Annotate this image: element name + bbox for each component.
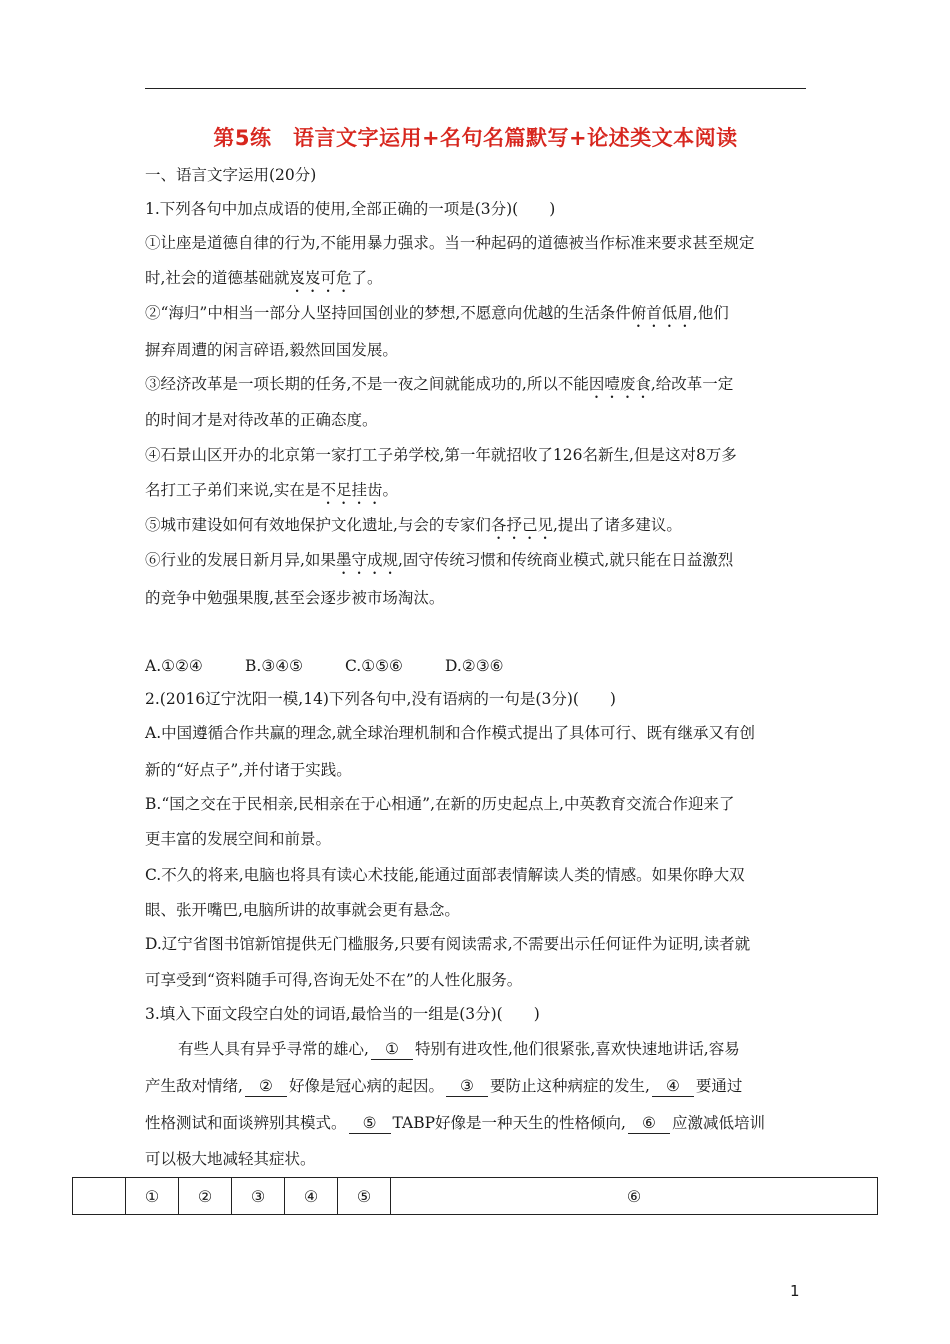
text: 好像是冠心病的起因。 — [288, 1077, 444, 1095]
text: 。 — [382, 481, 398, 499]
q1-sentence-2-line-1 — [145, 303, 729, 331]
page-number: 1 — [790, 1282, 800, 1300]
table-cell: ② — [179, 1178, 232, 1215]
q1-sentence-6-line-2: 的竞争中勉强果腹,甚至会逐步被市场淘汰。 — [145, 589, 445, 607]
q1-sentence-1-line-2 — [145, 268, 382, 296]
text: 时,社会的道德基础就 — [145, 269, 290, 287]
text: ⑥行业的发展日新月异,如果 — [145, 551, 336, 569]
section-heading: 一、语言文字运用(20分) — [145, 166, 317, 184]
question-2-stem: 2.(2016辽宁沈阳一模,14)下列各句中,没有语病的一句是(3分)( ) — [145, 690, 616, 708]
table-cell — [73, 1178, 126, 1215]
blank-1[interactable]: ① — [371, 1039, 413, 1060]
option-b[interactable]: B.③④⑤ — [245, 657, 304, 675]
text: ②“海归”中相当一部分人坚持回国创业的梦想,不愿意向优越的生活条件 — [145, 304, 631, 322]
blank-2[interactable]: ② — [245, 1076, 287, 1097]
text: ⑤城市建设如何有效地保护文化遗址,与会的专家们 — [145, 516, 491, 534]
answer-table — [72, 1177, 878, 1215]
option-a[interactable]: A.①②④ — [145, 657, 203, 675]
q1-sentence-3-line-2: 的时间才是对待改革的正确态度。 — [145, 411, 378, 429]
q2-option-b-line-1[interactable]: B.“国之交在于民相亲,民相亲在于心相通”,在新的历史起点上,中英教育交流合作迎来了 — [145, 795, 735, 813]
q3-passage-line-4: 可以极大地减轻其症状。 — [145, 1150, 316, 1168]
text: 要通过 — [695, 1077, 743, 1095]
table-cell: ③ — [232, 1178, 285, 1215]
dotted-idiom: 各抒己见 — [490, 516, 553, 534]
dotted-idiom: 墨守成规 — [335, 551, 398, 569]
blank-6[interactable]: ⑥ — [628, 1113, 670, 1134]
q3-passage-line-3 — [145, 1113, 765, 1134]
text: 名打工子弟们来说,实在是 — [145, 481, 321, 499]
text: 了。 — [351, 269, 383, 287]
q1-sentence-4-line-2 — [145, 480, 398, 508]
dotted-idiom: 不足挂齿 — [320, 481, 383, 499]
q1-sentence-1-line-1: ①让座是道德自律的行为,不能用暴力强求。当一种起码的道德被当作标准来要求甚至规定 — [145, 234, 755, 252]
header-rule — [145, 88, 806, 89]
q1-sentence-5 — [145, 515, 682, 543]
text: ,固守传统习惯和传统商业模式,就只能在日益激烈 — [397, 551, 734, 569]
q3-passage-line-2 — [145, 1076, 742, 1097]
dotted-idiom: 俯首低眉 — [630, 304, 693, 322]
table-cell: ④ — [285, 1178, 338, 1215]
q2-option-d-line-2: 可享受到“资料随手可得,咨询无处不在”的人性化服务。 — [145, 971, 523, 989]
q2-option-d-line-1[interactable]: D.辽宁省图书馆新馆提供无门槛服务,只要有阅读需求,不需要出示任何证件为证明,读者就 — [145, 935, 751, 953]
text: 应激减低培训 — [671, 1114, 765, 1132]
option-c[interactable]: C.①⑤⑥ — [345, 657, 403, 675]
dotted-idiom: 因噎废食 — [588, 375, 651, 393]
text: TABP好像是一种天生的性格倾向, — [392, 1114, 626, 1132]
table-cell: ⑤ — [338, 1178, 391, 1215]
q1-sentence-3-line-1 — [145, 374, 733, 402]
text: ③经济改革是一项长期的任务,不是一夜之间就能成功的,所以不能 — [145, 375, 589, 393]
q3-passage-line-1 — [178, 1039, 740, 1060]
q2-option-a-line-2: 新的“好点子”,并付诸于实践。 — [145, 761, 352, 779]
blank-4[interactable]: ④ — [652, 1076, 694, 1097]
q1-options — [145, 656, 545, 676]
text: 性格测试和面谈辨别其模式。 — [145, 1114, 347, 1132]
text: 特别有进攻性,他们很紧张,喜欢快速地讲话,容易 — [414, 1040, 740, 1058]
text: ,给改革一定 — [650, 375, 734, 393]
q1-sentence-6-line-1 — [145, 550, 733, 578]
q2-option-b-line-2: 更丰富的发展空间和前景。 — [145, 830, 332, 848]
question-1-stem: 1.下列各句中加点成语的使用,全部正确的一项是(3分)( ) — [145, 200, 556, 218]
text: 要防止这种病症的发生, — [489, 1077, 650, 1095]
text: 有些人具有异乎寻常的雄心, — [178, 1040, 369, 1058]
table-cell: ① — [126, 1178, 179, 1215]
q1-sentence-2-line-2: 摒弃周遭的闲言碎语,毅然回国发展。 — [145, 341, 398, 359]
q2-option-a-line-1[interactable]: A.中国遵循合作共赢的理念,就全球治理机制和合作模式提出了具体可行、既有继承又有创 — [145, 724, 756, 742]
q2-option-c-line-2: 眼、张开嘴巴,电脑所讲的故事就会更有悬念。 — [145, 901, 460, 919]
text: ,他们 — [692, 304, 729, 322]
text: ,提出了诸多建议。 — [552, 516, 682, 534]
dotted-idiom: 岌岌可危 — [289, 269, 352, 287]
blank-3[interactable]: ③ — [446, 1076, 488, 1097]
text: 产生敌对情绪, — [145, 1077, 243, 1095]
blank-5[interactable]: ⑤ — [349, 1113, 391, 1134]
q2-option-c-line-1[interactable]: C.不久的将来,电脑也将具有读心术技能,能通过面部表情解读人类的情感。如果你睁大双 — [145, 866, 745, 884]
option-d[interactable]: D.②③⑥ — [445, 657, 504, 675]
table-cell: ⑥ — [391, 1178, 878, 1215]
question-3-stem: 3.填入下面文段空白处的词语,最恰当的一组是(3分)( ) — [145, 1005, 540, 1023]
table-row — [73, 1178, 878, 1215]
page-title: 第5练 语言文字运用+名句名篇默写+论述类文本阅读 — [213, 126, 738, 150]
q1-sentence-4-line-1: ④石景山区开办的北京第一家打工子弟学校,第一年就招收了126名新生,但是这对8万多 — [145, 446, 737, 464]
